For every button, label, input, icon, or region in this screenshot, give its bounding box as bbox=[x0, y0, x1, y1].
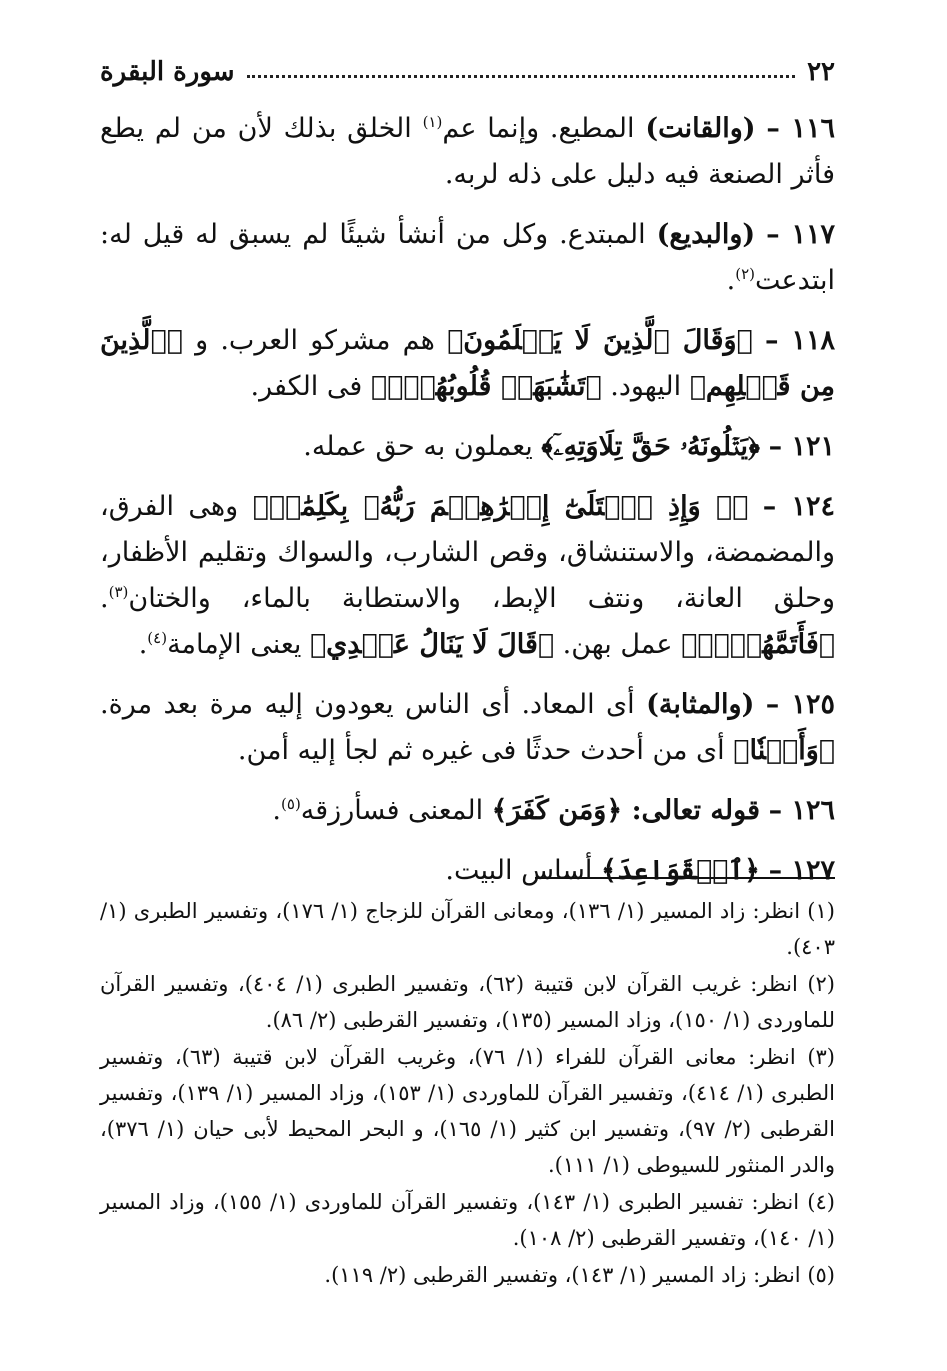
entry-text: . bbox=[100, 583, 109, 614]
entry-text: اليهود. bbox=[601, 371, 690, 402]
entry-126 bbox=[100, 788, 835, 834]
entry-118 bbox=[100, 318, 835, 410]
quran-quote: ﴿ٱلَّذِينَ مِن قَبۡلِهِم﴾ bbox=[100, 325, 835, 402]
entry-text: . bbox=[726, 265, 736, 296]
surah-title: سورة البقرة bbox=[100, 57, 235, 87]
footnote-ref[interactable]: (٣) bbox=[108, 583, 129, 601]
quran-quote: ﴿قَالَ لَا يَنَالُ عَهۡدِي﴾ bbox=[309, 629, 555, 660]
quran-quote: ﴿۞ وَإِذِ ٱبۡتَلَىٰٓ إِبۡرَٰهِـۧمَ رَبُّهُۥ بِكَلِمَٰتٖ﴾ bbox=[252, 491, 749, 522]
entry-116 bbox=[100, 106, 835, 198]
entry-number: ١٢١ – bbox=[768, 431, 835, 462]
entry-number: ١١٨ – bbox=[764, 325, 835, 356]
entry-125 bbox=[100, 682, 835, 774]
footnote-ref[interactable]: (١) bbox=[422, 113, 443, 131]
entry-121 bbox=[100, 424, 835, 470]
main-text bbox=[100, 106, 835, 908]
quran-quote: ﴿وَقَالَ ٱلَّذِينَ لَا يَعۡلَمُونَ﴾ bbox=[447, 325, 753, 356]
entry-text: . bbox=[272, 795, 282, 826]
quran-quote: ﴿فَأَتَمَّهُنَّۖ﴾ bbox=[681, 629, 835, 660]
entry-text: أى المعاد. أى الناس يعودون إليه مرة بعد مرة. bbox=[100, 689, 647, 720]
running-header bbox=[100, 52, 835, 92]
entry-127 bbox=[100, 848, 835, 894]
entry-text: وهى الفرق، والمضمضة، والاستنشاق، وقص الشارب، والسواك وتقليم الأظفار، وحلق العانة، ونتف الإبط، والاستطابة بالماء، والختان bbox=[100, 491, 835, 614]
entry-number: ١٢٦ – bbox=[768, 795, 835, 826]
entry-text: المبتدع. وكل من أنشأ شيئًا لم يسبق له قيل له: ابتدعت bbox=[100, 219, 835, 296]
entry-term: (والقانت) bbox=[645, 113, 756, 144]
entry-text: عمل بهن. bbox=[554, 629, 682, 660]
footnotes bbox=[100, 893, 835, 1294]
footnote-ref[interactable]: (٥) bbox=[281, 795, 301, 813]
entry-text: الخلق بذلك لأن من لم يطع فأثر الصنعة فيه دليل على ذله لربه. bbox=[100, 113, 835, 190]
quran-quote: ﴿وَأَمۡنٗا﴾ bbox=[733, 735, 835, 766]
entry-number: ١٢٤ – bbox=[762, 491, 835, 522]
entry-number: ١١٦ – bbox=[766, 113, 835, 144]
quran-quote: ﴿ٱلۡقَوَاعِدَ﴾ bbox=[601, 855, 760, 886]
entry-term: (والمثابة) bbox=[646, 689, 755, 720]
quran-quote: ﴿يَتۡلُونَهُۥ حَقَّ تِلَاوَتِهِۦٓ﴾ bbox=[541, 431, 760, 462]
header-dotted-leader bbox=[247, 75, 796, 78]
quran-quote: ﴿وَمَن كَفَرَ﴾ bbox=[491, 795, 632, 826]
footnote-1: (١) انظر: زاد المسير (١/ ١٣٦)، ومعانى القرآن للزجاج (١/ ١٧٦)، وتفسير الطبرى (١/ ٤٠٣). bbox=[100, 899, 835, 959]
entry-117 bbox=[100, 212, 835, 304]
entry-text: أساس البيت. bbox=[445, 855, 602, 886]
footnote-ref[interactable]: (٢) bbox=[735, 265, 756, 283]
entry-text: هم مشركو العرب. و bbox=[182, 325, 448, 356]
entry-124 bbox=[100, 484, 835, 668]
footnote-separator bbox=[535, 877, 835, 879]
entry-number: ١١٧ – bbox=[766, 219, 835, 250]
entry-number: ١٢٧ – bbox=[768, 855, 835, 886]
quran-quote: ﴿تَشَٰبَهَتۡ قُلُوبُهُمۡۗ﴾ bbox=[370, 371, 602, 402]
entry-text: . bbox=[138, 629, 148, 660]
footnote-ref[interactable]: (٤) bbox=[147, 629, 168, 647]
footnote-2: (٢) انظر: غريب القرآن لابن قتيبة (٦٢)، وتفسير الطبرى (١/ ٤٠٤)، وتفسير القرآن للماوردى (١/ ١٥٠)، وزاد المسير (١٣٥)، وتفسير القرطبى (٢/ ٨٦). bbox=[100, 972, 835, 1032]
entry-text: يعملون به حق عمله. bbox=[303, 431, 542, 462]
entry-text: يعنى الإمامة bbox=[167, 629, 310, 660]
entry-term: قوله تعالى: bbox=[631, 795, 760, 826]
page-number: ٢٢ bbox=[807, 57, 835, 87]
entry-text: المعنى فسأرزقه bbox=[300, 795, 492, 826]
entry-number: ١٢٥ – bbox=[765, 689, 835, 720]
footnote-3: (٣) انظر: معانى القرآن للفراء (١/ ٧٦)، وغريب القرآن لابن قتيبة (٦٣)، وتفسير الطبرى (١/ ٤١٤)، وتفسير القرآن للماوردى (١/ ١٥٣)، وزاد المسير (١/ ١٣٩)، وتفسير القرطبى (٢/ ٩٧)، وتفسير ابن كثير (١/ ١٦٥)، و البحر المحيط لأبى حيان (١/ ٣٧٦)، والدر المنثور للسيوطى (١/ ١١١). bbox=[100, 1045, 835, 1177]
footnote-5: (٥) انظر: زاد المسير (١/ ١٤٣)، وتفسير القرطبى (٢/ ١١٩). bbox=[324, 1263, 835, 1287]
entry-text: المطيع. وإنما عم bbox=[442, 113, 646, 144]
entry-text: فى الكفر. bbox=[250, 371, 371, 402]
footnote-4: (٤) انظر: تفسير الطبرى (١/ ١٤٣)، وتفسير القرآن للماوردى (١/ ١٥٥)، وزاد المسير (١/ ١٤٠)، وتفسير القرطبى (٢/ ١٠٨). bbox=[100, 1190, 835, 1250]
entry-text: أى من أحدث حدثًا فى غيره ثم لجأ إليه أمن. bbox=[237, 735, 734, 766]
entry-term: (والبديع) bbox=[656, 219, 756, 250]
